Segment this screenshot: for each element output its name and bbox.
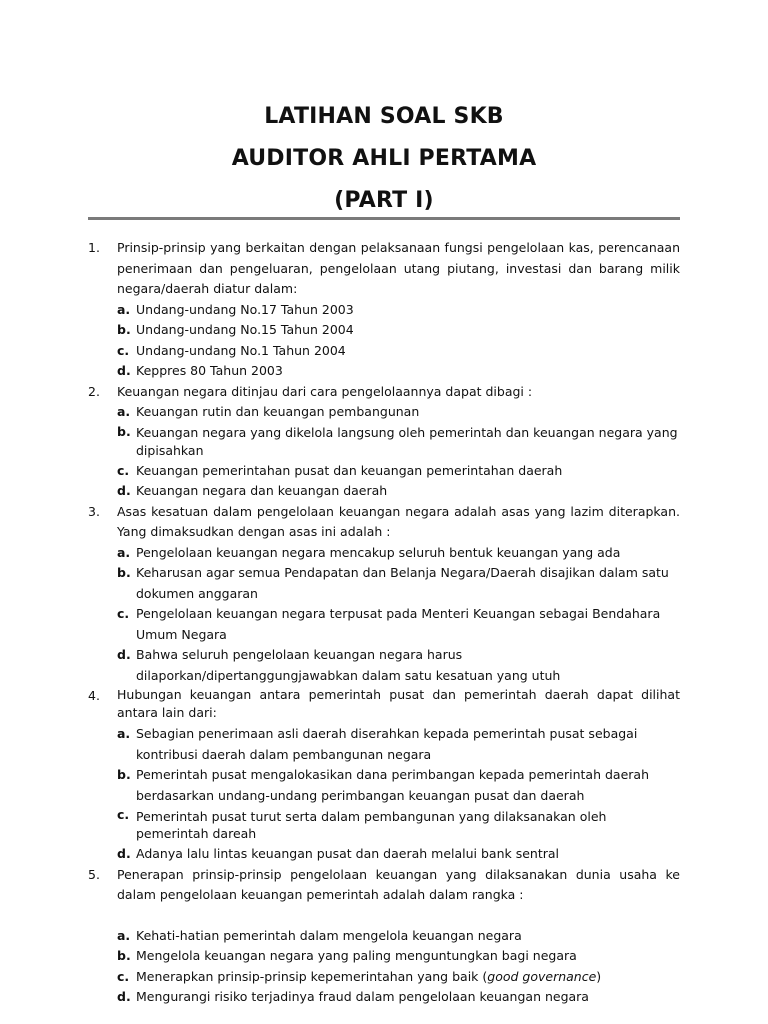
option-text: Bahwa seluruh pengelolaan keuangan negara harus dilaporkan/dipertanggungjawabkan dalam satu kesatuan yang utuh [136,647,561,683]
option-text: Keuangan rutin dan keuangan pembangunan [136,404,420,419]
option-letter: d. [117,483,131,498]
option-b [117,423,680,461]
title-divider [88,217,680,220]
question-number: 1. [88,240,100,255]
question-1 [88,238,680,382]
option-text [136,967,680,988]
option-d [117,481,680,502]
option-letter: a. [117,927,131,943]
question-5 [88,865,680,1008]
option-letter: b. [117,423,131,439]
option-b [117,563,680,604]
option-list [117,724,680,865]
option-list [117,543,680,687]
option-text: Pemerintah pusat turut serta dalam pembangunan yang dilaksanakan oleh pemerintah dareah [136,808,607,841]
option-letter: c. [117,606,130,621]
question-text: Asas kesatuan dalam pengelolaan keuangan negara adalah asas yang lazim diterapkan. Yang dimaksudkan dengan asas ini adalah : [117,503,680,539]
question-list [88,238,680,1008]
option-text: Keharusan agar semua Pendapatan dan Belanja Negara/Daerah disajikan dalam satu dokumen anggaran [136,565,669,601]
option-text: Mengelola keuangan negara yang paling menguntungkan bagi negara [136,948,577,963]
option-letter: a. [117,544,131,560]
option-c [117,461,680,482]
question-number: 4. [88,688,100,703]
question-text: Prinsip-prinsip yang berkaitan dengan pelaksanaan fungsi pengelolaan kas, perencanaan penerimaan dan pengeluaran, pengelolaan utang piutang, investasi dan barang milik negara/daerah diatur dalam: [117,240,680,296]
option-letter: d. [117,647,131,662]
option-text: Kehati-hatian pemerintah dalam mengelola keuangan negara [136,927,522,943]
option-letter: d. [117,363,131,378]
option-letter: b. [117,322,131,337]
option-letter: d. [117,989,131,1004]
option-letter: a. [117,726,131,741]
option-b [117,946,680,967]
option-b [117,765,680,806]
option-c [117,341,680,362]
option-text-close: ) [596,968,602,984]
option-d [117,844,680,865]
option-text: Mengurangi risiko terjadinya fraud dalam pengelolaan keuangan negara [136,989,589,1004]
question-number: 3. [88,503,100,519]
option-letter: c. [117,342,130,358]
document-title [0,96,768,222]
option-a [117,402,680,423]
title-line-2: AUDITOR AHLI PERTAMA [231,146,537,171]
option-text: Adanya lalu lintas keuangan pusat dan daerah melalui bank sentral [136,846,560,861]
option-a [117,724,680,765]
option-text: Undang-undang No.17 Tahun 2003 [136,301,354,317]
option-letter: d. [117,846,131,861]
option-text: Keuangan negara yang dikelola langsung oleh pemerintah dan keuangan negara yang dipisahkan [136,425,678,458]
title-line-3: (PART I) [334,188,434,213]
question-number: 5. [88,866,100,882]
option-list [117,402,680,502]
question-3 [88,502,680,687]
option-text: Keppres 80 Tahun 2003 [136,363,283,378]
blank-line [88,906,680,926]
option-d [117,361,680,382]
option-list [117,300,680,382]
option-letter: c. [117,807,130,822]
question-number: 2. [88,383,100,399]
option-text: Keuangan negara dan keuangan daerah [136,483,388,498]
option-a [117,543,680,564]
option-letter: c. [117,462,130,478]
question-text: Hubungan keuangan antara pemerintah pusat dan pemerintah daerah dapat dilihat antara lain dari: [117,687,680,720]
option-letter: b. [117,565,131,580]
option-text: Undang-undang No.1 Tahun 2004 [136,342,346,358]
option-c [117,967,680,988]
option-a [117,300,680,321]
option-text: Pengelolaan keuangan negara mencakup seluruh bentuk keuangan yang ada [136,544,621,560]
question-4 [88,686,680,865]
option-letter: c. [117,968,130,984]
option-letter: b. [117,767,131,782]
title-line-1: LATIHAN SOAL SKB [264,104,504,129]
option-text: Keuangan pemerintahan pusat dan keuangan pemerintahan daerah [136,462,563,478]
question-text: Penerapan prinsip-prinsip pengelolaan keuangan yang dilaksanakan dunia usaha ke dalam pengelolaan keuangan pemerintah adalah dalam rangka : [117,866,680,902]
question-2 [88,382,680,502]
question-text: Keuangan negara ditinjau dari cara pengelolaannya dapat dibagi : [117,383,533,399]
option-d [117,645,680,686]
option-text: Pengelolaan keuangan negara terpusat pada Menteri Keuangan sebagai Bendahara Umum Negara [136,606,661,642]
option-list [117,926,680,1008]
option-letter: a. [117,404,131,419]
option-a [117,926,680,947]
option-d [117,987,680,1008]
option-c [117,604,680,645]
option-text-emphasis: good governance [487,968,597,984]
option-c [117,806,680,844]
option-letter: a. [117,301,131,317]
option-text-main: Menerapkan prinsip-prinsip kepemerintahan yang baik ( [136,968,488,984]
option-text: Undang-undang No.15 Tahun 2004 [136,322,354,337]
option-b [117,320,680,341]
option-text: Sebagian penerimaan asli daerah diserahkan kepada pemerintah pusat sebagai kontribusi daerah dalam pembangunan negara [136,726,638,762]
option-text: Pemerintah pusat mengalokasikan dana perimbangan kepada pemerintah daerah berdasarkan undang-undang perimbangan keuangan pusat dan daerah [136,767,649,803]
option-letter: b. [117,948,131,963]
